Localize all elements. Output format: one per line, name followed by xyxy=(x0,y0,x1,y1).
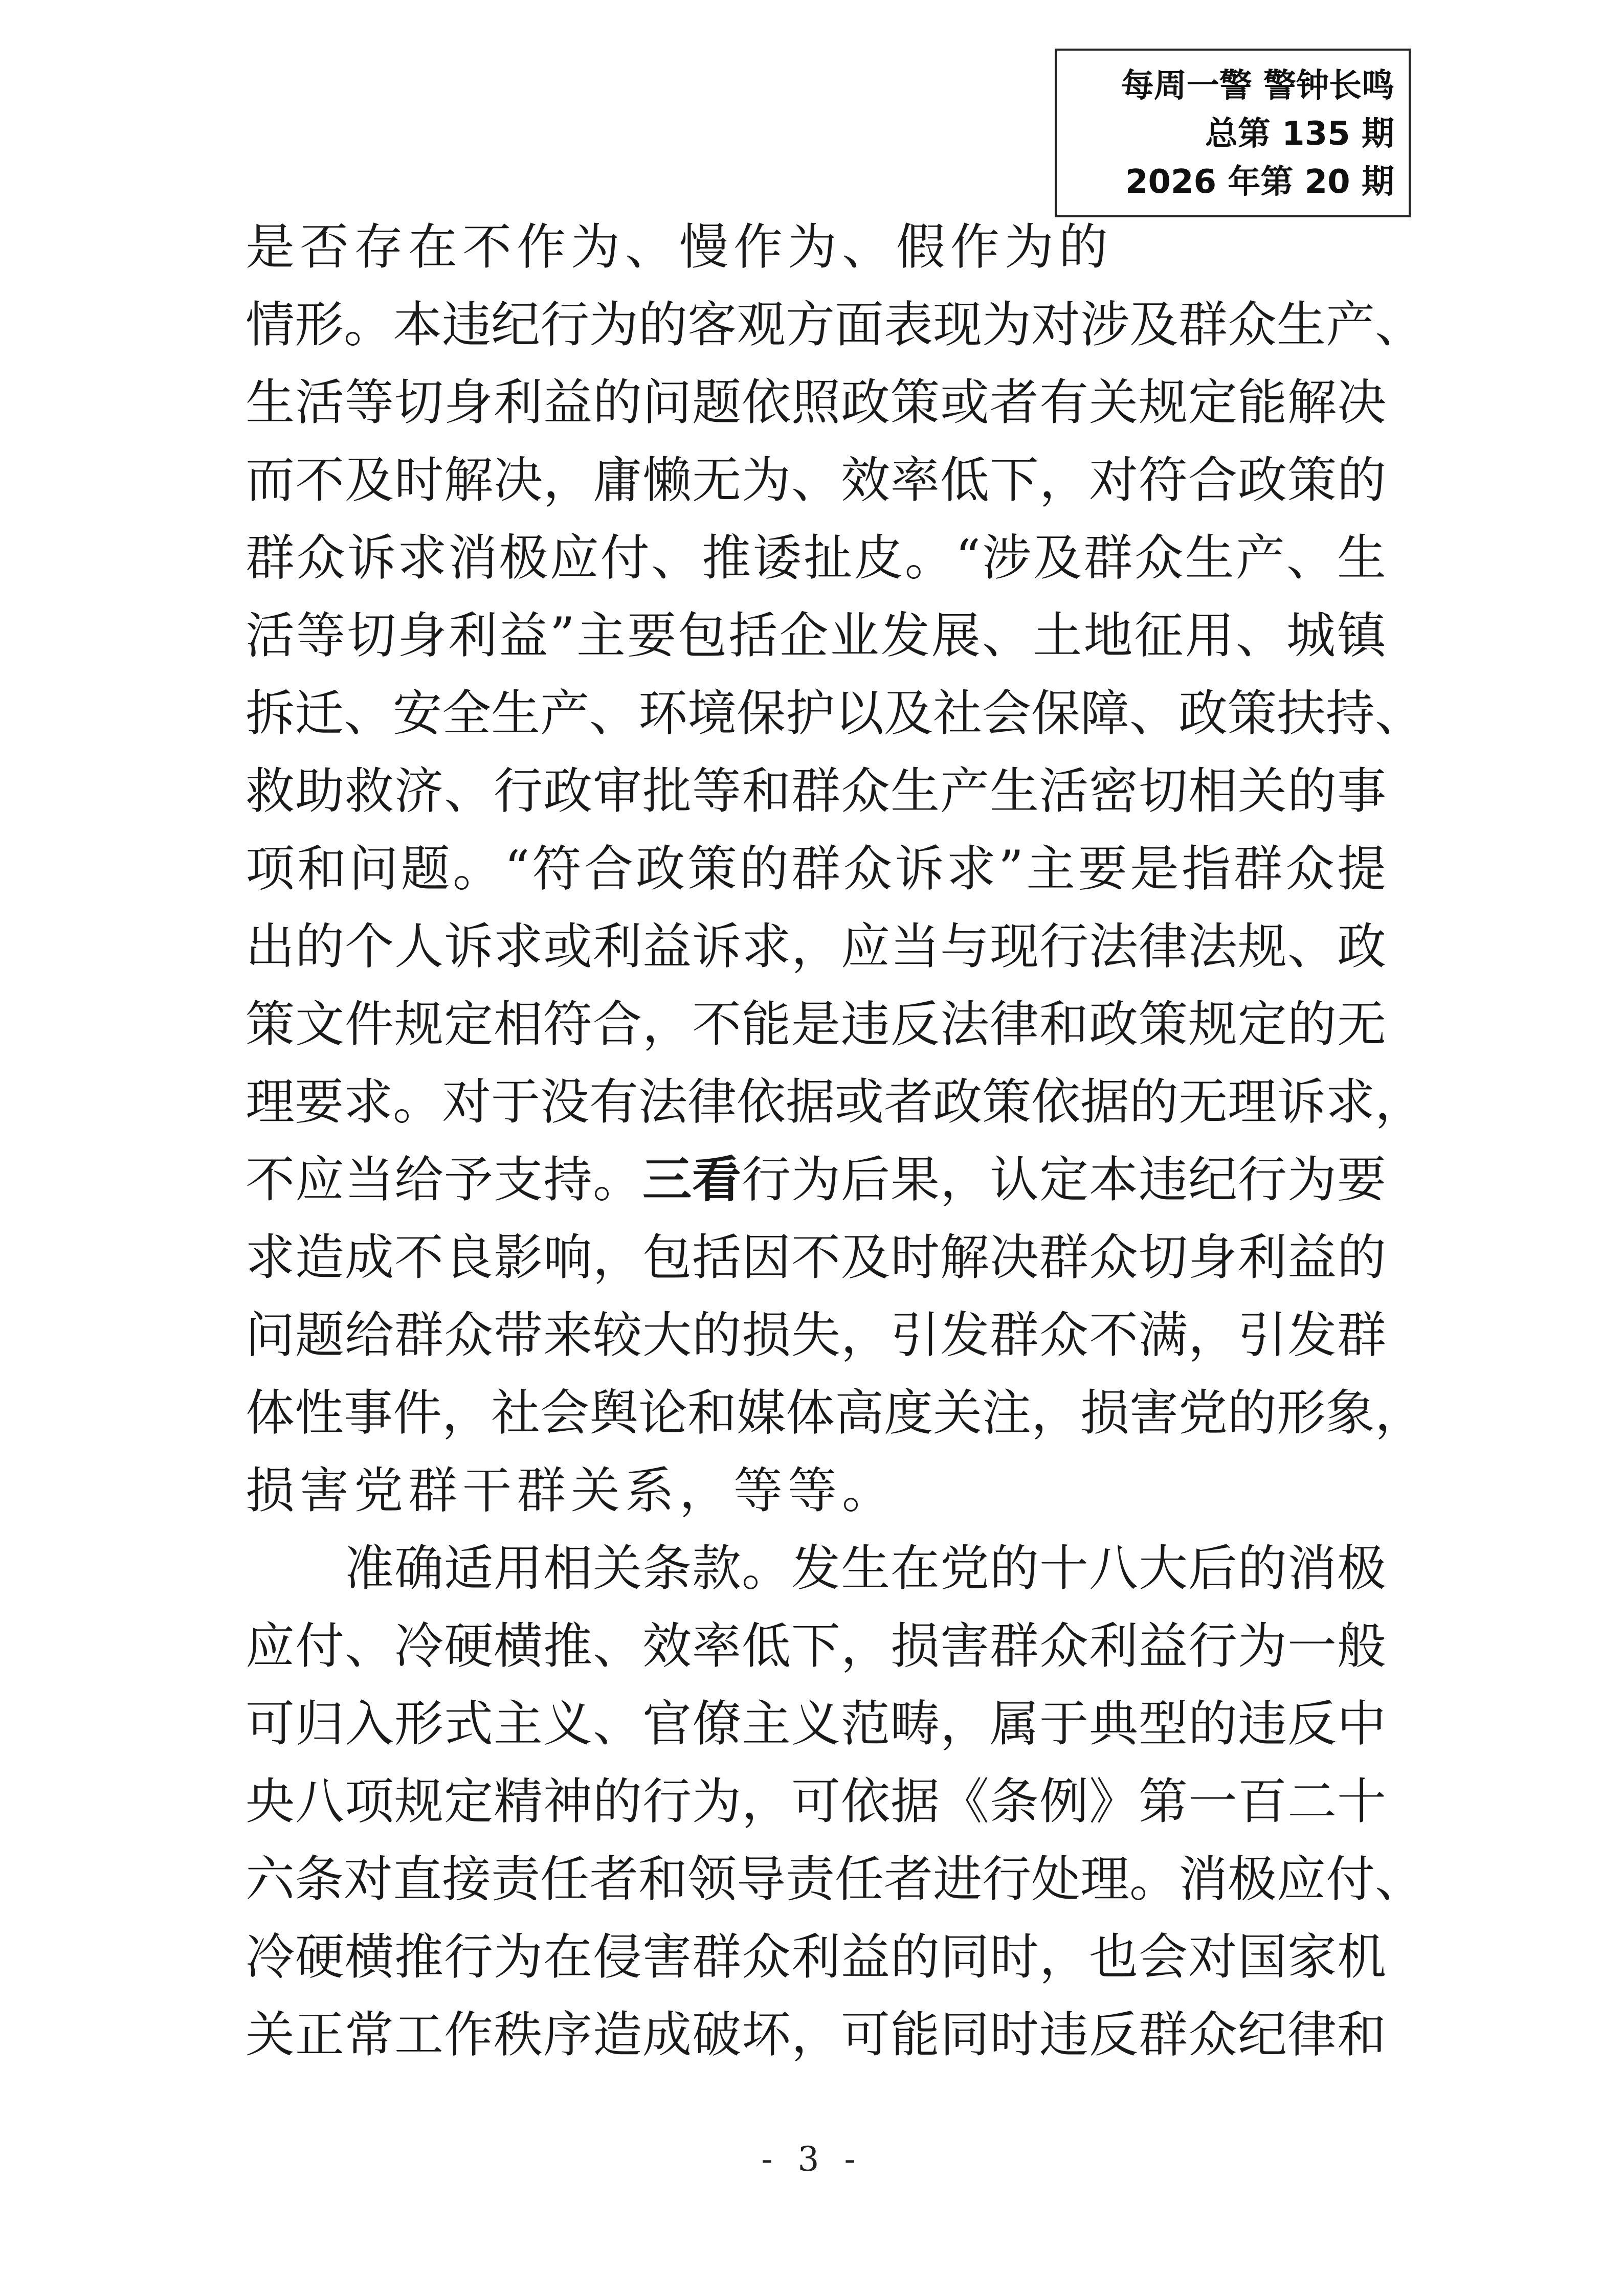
issue-number: 2026 年第 20 期 xyxy=(1125,163,1394,201)
text-line: 策文件规定相符合，不能是违反法律和政策规定的无 xyxy=(246,996,1386,1053)
text-line: 是否存在不作为、慢作为、假作为的 xyxy=(246,218,1113,276)
text-line: 体性事件，社会舆论和媒体高度关注，损害党的形象， xyxy=(246,1384,1424,1442)
page-number: - 3 - xyxy=(761,2140,863,2179)
text-line: 六条对直接责任者和领导责任者进行处理。消极应付、 xyxy=(246,1851,1424,1908)
text-line-with-emphasis xyxy=(246,1141,1386,1219)
text-segment: 不应当给予支持。 xyxy=(246,1151,642,1208)
total-issue-number: 总第 135 期 xyxy=(1205,115,1394,153)
bulletin-title: 每周一警 警钟长鸣 xyxy=(1121,67,1394,105)
text-line: 应付、冷硬横推、效率低下，损害群众利益行为一般 xyxy=(246,1617,1386,1675)
emphasis-phrase: 三看 xyxy=(642,1151,742,1208)
text-line: 问题给群众带来较大的损失，引发群众不满，引发群 xyxy=(246,1307,1386,1364)
paragraph-first-line: 准确适用相关条款。发生在党的十八大后的消极 xyxy=(345,1540,1386,1597)
text-line: 出的个人诉求或利益诉求，应当与现行法律法规、政 xyxy=(246,918,1386,975)
issue-header-box xyxy=(1055,49,1411,217)
text-line: 可归入形式主义、官僚主义范畴，属于典型的违反中 xyxy=(246,1695,1386,1752)
text-line: 项和问题。“符合政策的群众诉求”主要是指群众提 xyxy=(246,840,1386,897)
text-line: 拆迁、安全生产、环境保护以及社会保障、政策扶持、 xyxy=(246,685,1424,742)
text-line: 央八项规定精神的行为，可依据《条例》第一百二十 xyxy=(246,1773,1386,1830)
text-line: 冷硬横推行为在侵害群众利益的同时，也会对国家机 xyxy=(246,1928,1386,1986)
text-line: 群众诉求消极应付、推诿扯皮。“涉及群众生产、生 xyxy=(246,529,1386,587)
text-line: 活等切身利益”主要包括企业发展、土地征用、城镇 xyxy=(246,607,1386,664)
text-line: 救助救济、行政审批等和群众生产生活密切相关的事 xyxy=(246,762,1386,820)
text-segment: 行为后果，认定本违纪行为要 xyxy=(742,1151,1386,1208)
document-body xyxy=(246,208,1424,2074)
text-line: 求造成不良影响，包括因不及时解决群众切身利益的 xyxy=(246,1229,1386,1286)
text-line: 情形。本违纪行为的客观方面表现为对涉及群众生产、 xyxy=(246,296,1424,353)
text-line: 理要求。对于没有法律依据或者政策依据的无理诉求， xyxy=(246,1073,1424,1131)
text-line: 损害党群干群关系，等等。 xyxy=(246,1462,896,1519)
text-line: 生活等切身利益的问题依照政策或者有关规定能解决 xyxy=(246,374,1386,431)
text-line: 而不及时解决，庸懒无为、效率低下，对符合政策的 xyxy=(246,452,1386,509)
text-line: 关正常工作秩序造成破坏，可能同时违反群众纪律和 xyxy=(246,2006,1386,2063)
